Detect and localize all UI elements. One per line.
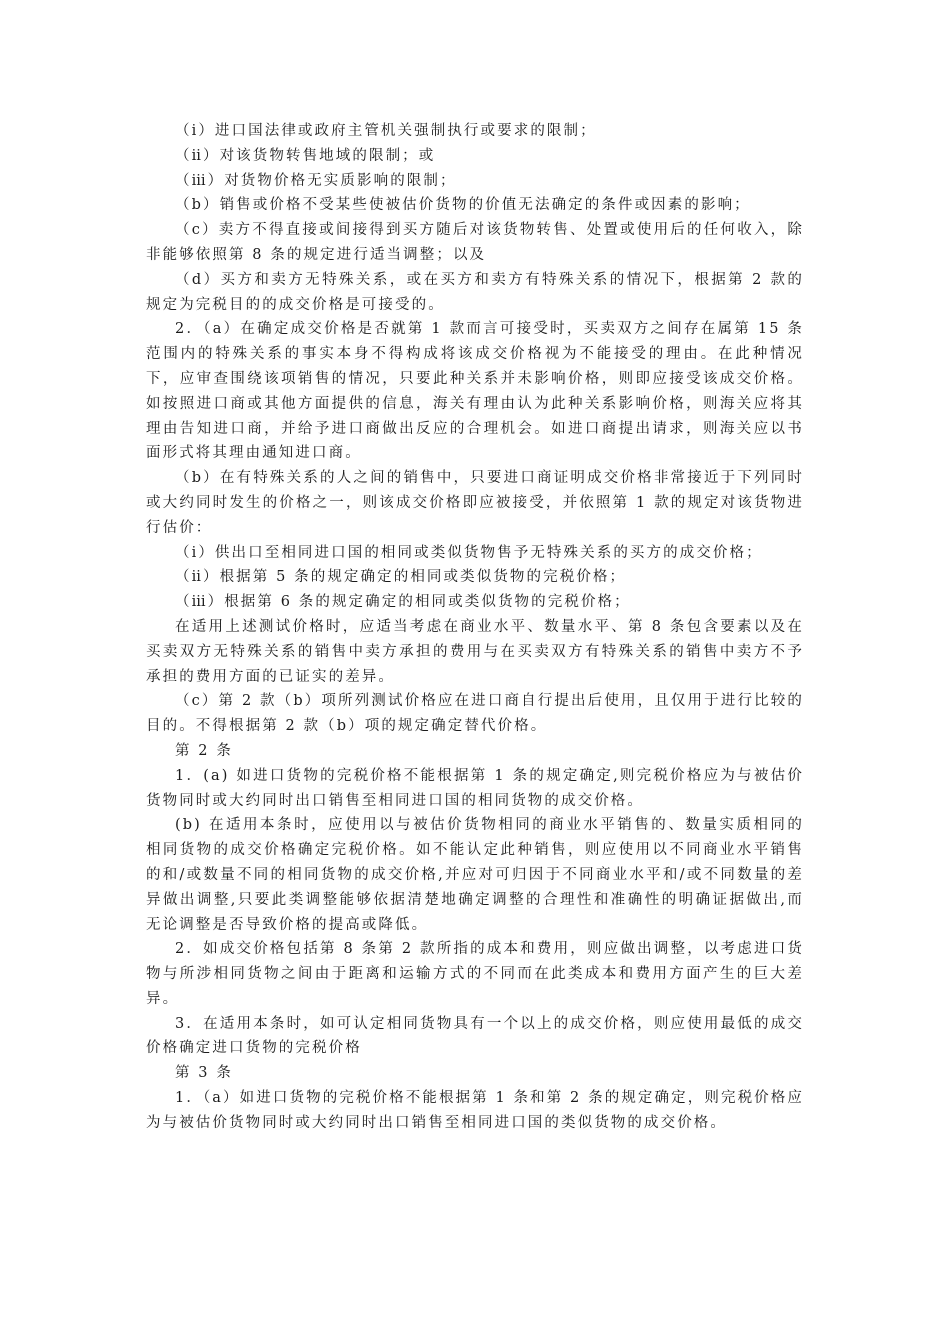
paragraph-5: （c）卖方不得直接或间接得到买方随后对该货物转售、处置或使用后的任何收入，除非能够依照第 8 条的规定进行适当调整；以及 (146, 222, 804, 263)
paragraph-2: （ⅱ）对该货物转售地域的限制；或 (175, 147, 436, 164)
paragraph-8: （b）在有特殊关系的人之间的销售中，只要进口商证明成交价格非常接近于下列同时或大约同时发生的价格之一，则该成交价格即应被接受，并依照第 1 款的规定对该货物进行估价： (146, 470, 804, 536)
paragraph-11: （ⅲ）根据第 6 条的规定确定的相同或类似货物的完税价格； (175, 594, 631, 611)
paragraph-10: （ⅱ）根据第 5 条的规定确定的相同或类似货物的完税价格； (175, 569, 627, 586)
article-heading-2: 第 2 条 (175, 742, 233, 759)
paragraph-17: 2．如成交价格包括第 8 条第 2 款所指的成本和费用，则应做出调整，以考虑进口货物与所涉相同货物之间由于距离和运输方式的不同而在此类成本和费用方面产生的巨大差异。 (146, 941, 804, 1007)
paragraph-9: （ⅰ）供出口至相同进口国的相同或类似货物售予无特殊关系的买方的成交价格； (175, 544, 763, 561)
paragraph-15: 1．(a) 如进口货物的完税价格不能根据第 1 条的规定确定,则完税价格应为与被估价货物同时或大约同时出口销售至相同进口国的相同货物的成交价格。 (146, 767, 804, 809)
paragraph-7: 2．（a）在确定成交价格是否就第 1 款而言可接受时，买卖双方之间存在属第 15 条范围内的特殊关系的事实本身不得构成将该成交价格视为不能接受的理由。在此种情况下，应审查围绕该项销售的情况，只要此种关系并未影响价格，则即应接受该成交价格。如按照进口商或其他方面提供的信息，海关有理由认为此种关系影响价格，则海关应将其理由告知进口商，并给予进口商做出反应的合理机会。如进口商提出请求，则海关应以书面形式将其理由通知进口商。 (146, 321, 804, 462)
article-heading-3: 第 3 条 (175, 1065, 233, 1082)
paragraph-12: 在适用上述测试价格时，应适当考虑在商业水平、数量水平、第 8 条包含要素以及在买卖双方无特殊关系的销售中卖方承担的费用与在买卖双方有特殊关系的销售中卖方不予承担的费用方面的已证实的差异。 (146, 618, 804, 685)
paragraph-6: （d）买方和卖方无特殊关系，或在买方和卖方有特殊关系的情况下，根据第 2 款的规定为完税目的的成交价格是可接受的。 (146, 271, 804, 313)
paragraph-16: (b) 在适用本条时，应使用以与被估价货物相同的商业水平销售的、数量实质相同的相同货物的成交价格确定完税价格。如不能认定此种销售，则应使用以不同商业水平销售的和/或数量不同的相同货物的成交价格,并应对可归因于不同商业水平和/或不同数量的差异做出调整,只要此类调整能够依据清楚地确定调整的合理性和准确性的明确证据做出,而无论调整是否导致价格的提高或降低。 (146, 817, 804, 933)
paragraph-20: 1．（a）如进口货物的完税价格不能根据第 1 条和第 2 条的规定确定，则完税价格应为与被估价货物同时或大约同时出口销售至相同进口国的类似货物的成交价格。 (146, 1090, 804, 1131)
document-body (146, 119, 804, 1136)
paragraph-13: （c）第 2 款（b）项所列测试价格应在进口商自行提出后使用，且仅用于进行比较的目的。不得根据第 2 款（b）项的规定确定替代价格。 (146, 693, 804, 735)
paragraph-4: （b）销售或价格不受某些使被估价货物的价值无法确定的条件或因素的影响； (175, 197, 751, 214)
paragraph-1: （ⅰ）进口国法律或政府主管机关强制执行或要求的限制； (175, 123, 597, 139)
paragraph-18: 3．在适用本条时，如可认定相同货物具有一个以上的成交价格，则应使用最低的成交价格确定进口货物的完税价格 (146, 1015, 804, 1057)
paragraph-3: （ⅲ）对货物价格无实质影响的限制； (175, 172, 457, 189)
